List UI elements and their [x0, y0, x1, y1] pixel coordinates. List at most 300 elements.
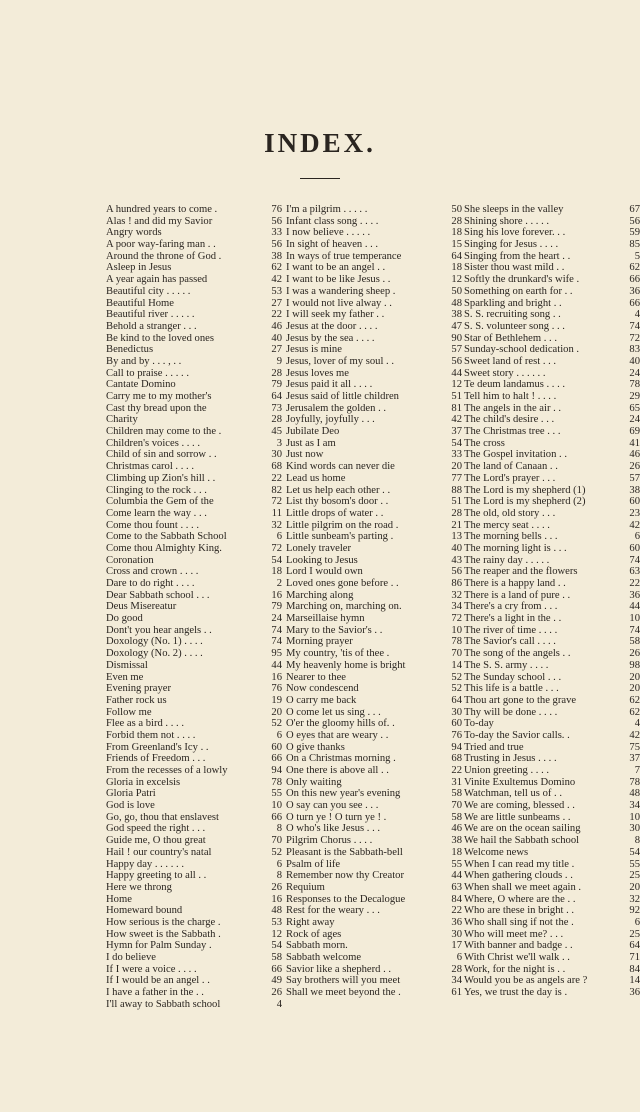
entry-title: The Savior's call . . . .	[464, 636, 556, 648]
entry-page-number: 54	[629, 846, 640, 858]
entry-title: Around the throne of God .	[106, 250, 222, 262]
entry-title: Yes, we trust the day is .	[464, 987, 568, 999]
entry-page-number: 42	[629, 519, 640, 531]
entry-title: Forbid them not . . . .	[106, 729, 196, 741]
index-entry	[464, 777, 640, 789]
entry-title: Sunday-school dedication .	[464, 344, 580, 356]
entry-page-number: 61	[451, 987, 462, 999]
entry-title: The child's desire . . .	[464, 414, 555, 426]
index-entry	[464, 695, 640, 707]
entry-page-number: 18	[271, 566, 282, 578]
entry-title: When gathering clouds . .	[464, 870, 573, 882]
entry-title: Thou art gone to the grave	[464, 694, 577, 706]
entry-page-number: 32	[271, 519, 282, 531]
entry-title: I'm a pilgrim . . . . .	[286, 204, 368, 215]
entry-title: I do believe	[106, 952, 157, 963]
index-entry	[286, 882, 462, 894]
index-entry	[464, 333, 640, 345]
entry-page-number: 73	[271, 402, 282, 414]
entry-page-number: 44	[271, 659, 282, 671]
entry-page-number: 78	[451, 636, 462, 648]
index-entry	[286, 426, 462, 438]
entry-page-number: 34	[629, 800, 640, 812]
entry-page-number: 36	[451, 916, 462, 928]
entry-title: Te deum landamus . . . .	[464, 379, 566, 391]
entry-page-number: 56	[271, 215, 282, 227]
index-entry	[286, 251, 462, 263]
entry-page-number: 74	[629, 624, 640, 636]
index-entry	[106, 718, 282, 730]
entry-page-number: 58	[271, 952, 282, 963]
entry-title: O eyes that are weary . .	[286, 729, 389, 741]
entry-title: She sleeps in the valley	[464, 204, 564, 215]
entry-title: Watchman, tell us of . .	[464, 788, 562, 800]
index-entry	[106, 753, 282, 765]
entry-title: Children may come to the .	[106, 426, 222, 438]
entry-page-number: 9	[276, 355, 282, 367]
entry-title: Pleasant is the Sabbath-bell	[286, 846, 403, 858]
index-entry	[464, 403, 640, 415]
index-entry	[106, 636, 282, 648]
index-entry	[464, 952, 640, 964]
entry-page-number: 62	[629, 262, 640, 274]
entry-title: Angry words	[106, 227, 162, 239]
entry-page-number: 22	[629, 578, 640, 589]
entry-title: List thy bosom's door . .	[286, 496, 389, 508]
index-entry	[106, 298, 282, 310]
entry-title: The reaper and the flowers	[464, 566, 578, 578]
index-entry	[286, 894, 462, 906]
entry-page-number: 78	[629, 379, 640, 391]
entry-page-number: 33	[451, 449, 462, 461]
entry-page-number: 94	[271, 765, 282, 776]
index-entry	[106, 765, 282, 777]
index-entry	[106, 975, 282, 987]
entry-title: Union greeting . . . .	[464, 765, 550, 776]
entry-page-number: 78	[271, 776, 282, 788]
index-entry	[286, 823, 462, 835]
entry-title: Asleep in Jesus	[106, 262, 172, 274]
entry-title: Come to the Sabbath School	[106, 531, 227, 543]
entry-page-number: 62	[629, 706, 640, 718]
entry-title: Children's voices . . . .	[106, 437, 201, 449]
entry-title: Tried and true	[464, 741, 524, 753]
entry-title: Cross and crown . . . .	[106, 566, 199, 578]
entry-page-number: 92	[629, 905, 640, 917]
entry-page-number: 14	[451, 659, 462, 671]
index-entry	[286, 555, 462, 567]
index-entry	[106, 368, 282, 380]
entry-page-number: 38	[629, 484, 640, 496]
entry-page-number: 65	[629, 402, 640, 414]
index-entry	[286, 531, 462, 543]
index-entry	[464, 356, 640, 368]
entry-title: The morning bells . . .	[464, 531, 558, 543]
entry-page-number: 67	[629, 204, 640, 215]
entry-title: We hail the Sabbath school	[464, 835, 580, 847]
index-entry	[464, 882, 640, 894]
entry-title: Softly the drunkard's wife .	[464, 274, 580, 286]
index-entry	[286, 730, 462, 742]
entry-page-number: 10	[271, 800, 282, 812]
index-entry	[106, 251, 282, 263]
entry-title: O say can you see . . .	[286, 800, 379, 812]
index-entry	[464, 859, 640, 871]
entry-title: By and by . . . , . .	[106, 355, 182, 367]
index-entry	[286, 707, 462, 719]
entry-title: Coronation	[106, 554, 154, 566]
index-entry	[106, 847, 282, 859]
entry-page-number: 75	[629, 741, 640, 753]
entry-title: Columbia the Gem of the	[106, 496, 214, 508]
entry-page-number: 51	[451, 391, 462, 402]
entry-page-number: 28	[451, 507, 462, 519]
index-entry	[106, 672, 282, 684]
index-entry	[106, 531, 282, 543]
entry-page-number: 12	[271, 928, 282, 940]
entry-title: I would not live alway . .	[286, 297, 392, 309]
entry-page-number: 69	[629, 426, 640, 438]
entry-title: Kind words can never die	[286, 461, 395, 473]
entry-title: Who are these in bright . .	[464, 905, 575, 917]
entry-page-number: 52	[451, 683, 462, 695]
entry-page-number: 66	[629, 297, 640, 309]
entry-title: The song of the angels . .	[464, 648, 571, 660]
entry-page-number: 56	[451, 355, 462, 367]
index-entry	[106, 601, 282, 613]
entry-page-number: 25	[629, 928, 640, 940]
entry-page-number: 64	[629, 940, 640, 952]
entry-page-number: 72	[629, 332, 640, 344]
entry-title: Who shall sing if not the .	[464, 916, 574, 928]
entry-page-number: 70	[451, 800, 462, 812]
index-entry	[286, 391, 462, 403]
index-entry	[464, 543, 640, 555]
index-entry	[464, 414, 640, 426]
entry-title: There is a happy land . .	[464, 578, 566, 589]
entry-title: Little pilgrim on the road .	[286, 519, 399, 531]
index-entry	[464, 379, 640, 391]
entry-page-number: 74	[629, 320, 640, 332]
index-entry	[464, 788, 640, 800]
entry-title: Here we throng	[106, 881, 172, 893]
entry-page-number: 14	[629, 975, 640, 987]
entry-page-number: 49	[271, 975, 282, 987]
entry-page-number: 79	[271, 601, 282, 613]
entry-page-number: 6	[276, 858, 282, 870]
index-entry	[464, 870, 640, 882]
entry-page-number: 48	[629, 788, 640, 800]
entry-page-number: 16	[271, 589, 282, 601]
index-entry	[286, 379, 462, 391]
entry-title: Come thou fount . . . .	[106, 519, 199, 531]
entry-title: Doxology (No. 1) . . . .	[106, 636, 203, 648]
index-column-2	[286, 204, 462, 999]
index-entry	[286, 508, 462, 520]
index-entry	[286, 473, 462, 485]
entry-title: Alas ! and did my Savior	[106, 215, 213, 227]
entry-title: Rest for the weary . . .	[286, 905, 380, 917]
entry-title: The mercy seat . . . .	[464, 519, 550, 531]
index-entry	[464, 613, 640, 625]
entry-title: Happy day . . . . . .	[106, 858, 184, 870]
entry-page-number: 20	[629, 683, 640, 695]
entry-title: The Gospel invitation . .	[464, 449, 567, 461]
index-entry	[464, 823, 640, 835]
index-entry	[106, 286, 282, 298]
index-entry	[286, 496, 462, 508]
entry-title: Evening prayer	[106, 683, 172, 695]
entry-title: Requium	[286, 881, 325, 893]
entry-title: Something on earth for . .	[464, 285, 573, 297]
entry-title: Pilgrim Chorus . . . .	[286, 835, 373, 847]
entry-title: I was a wandering sheep .	[286, 285, 396, 297]
entry-title: Infant class song . . . .	[286, 215, 379, 227]
entry-title: Benedictus	[106, 344, 154, 356]
entry-title: Gloria in excelsis	[106, 776, 181, 788]
entry-title: I'll away to Sabbath school	[106, 998, 221, 1010]
entry-title: If I would be an angel . .	[106, 975, 210, 987]
index-entry	[286, 204, 462, 216]
entry-title: When shall we meet again .	[464, 881, 582, 893]
index-entry	[464, 742, 640, 754]
entry-title: Shall we meet beyond the .	[286, 987, 401, 999]
index-entry	[286, 975, 462, 987]
index-entry	[464, 672, 640, 684]
index-entry	[286, 777, 462, 789]
entry-page-number: 32	[629, 893, 640, 905]
entry-title: With banner and badge . .	[464, 940, 573, 952]
entry-page-number: 84	[451, 893, 462, 905]
entry-title: Homeward bound	[106, 905, 183, 917]
index-entry	[106, 578, 282, 590]
index-entry	[286, 788, 462, 800]
entry-page-number: 44	[629, 601, 640, 613]
index-entry	[106, 216, 282, 228]
entry-title: Say brothers will you meet	[286, 975, 401, 987]
entry-page-number: 88	[451, 484, 462, 496]
entry-page-number: 32	[451, 589, 462, 601]
entry-page-number: 62	[629, 694, 640, 706]
entry-page-number: 20	[629, 671, 640, 683]
index-entry	[106, 683, 282, 695]
index-entry	[106, 952, 282, 964]
index-entry	[106, 800, 282, 812]
entry-page-number: 52	[451, 671, 462, 683]
entry-page-number: 4	[276, 998, 282, 1010]
index-entry	[106, 742, 282, 754]
index-entry	[286, 262, 462, 274]
entry-title: Only waiting	[286, 776, 342, 788]
entry-page-number: 46	[271, 320, 282, 332]
entry-page-number: 53	[271, 916, 282, 928]
entry-title: How serious is the charge .	[106, 916, 221, 928]
entry-title: The old, old story . . .	[464, 507, 556, 519]
entry-title: Right away	[286, 916, 335, 928]
entry-page-number: 16	[271, 671, 282, 683]
index-entry	[464, 438, 640, 450]
index-entry	[106, 707, 282, 719]
index-entry	[464, 847, 640, 859]
entry-page-number: 56	[451, 566, 462, 578]
entry-title: There's a cry from . . .	[464, 601, 558, 613]
entry-page-number: 36	[629, 589, 640, 601]
entry-page-number: 85	[629, 239, 640, 251]
entry-page-number: 60	[451, 718, 462, 730]
index-entry	[464, 239, 640, 251]
entry-title: Marching on, marching on.	[286, 601, 402, 613]
index-entry	[286, 414, 462, 426]
entry-page-number: 50	[451, 204, 462, 215]
entry-title: Jesus, lover of my soul . .	[286, 355, 394, 367]
index-entry	[286, 987, 462, 999]
index-entry	[106, 403, 282, 415]
entry-page-number: 54	[271, 940, 282, 952]
entry-title: Jesus at the door . . . .	[286, 320, 378, 332]
index-entry	[106, 929, 282, 941]
index-entry	[464, 520, 640, 532]
entry-title: Come learn the way . . .	[106, 507, 207, 519]
index-entry	[106, 204, 282, 216]
entry-title: Jesus said of little children	[286, 391, 399, 402]
entry-page-number: 94	[451, 741, 462, 753]
entry-page-number: 48	[271, 905, 282, 917]
entry-title: Shining shore . . . . .	[464, 215, 550, 227]
entry-title: Father rock us	[106, 694, 167, 706]
index-entry	[106, 987, 282, 999]
index-entry	[464, 636, 640, 648]
entry-page-number: 76	[271, 204, 282, 215]
entry-title: When I can read my title .	[464, 858, 575, 870]
index-entry	[106, 660, 282, 672]
entry-title: Gloria Patri	[106, 788, 156, 800]
entry-page-number: 38	[451, 309, 462, 321]
index-column-3	[464, 204, 640, 999]
entry-title: If I were a voice . . . .	[106, 963, 197, 975]
entry-title: Dare to do right . . . .	[106, 578, 195, 589]
index-entry	[106, 309, 282, 321]
index-entry	[106, 788, 282, 800]
index-entry	[106, 940, 282, 952]
entry-page-number: 55	[271, 788, 282, 800]
entry-page-number: 15	[451, 239, 462, 251]
entry-page-number: 77	[451, 472, 462, 484]
index-entry	[106, 473, 282, 485]
index-entry	[286, 672, 462, 684]
entry-page-number: 20	[451, 461, 462, 473]
index-entry	[286, 695, 462, 707]
entry-page-number: 63	[629, 566, 640, 578]
index-entry	[464, 309, 640, 321]
entry-title: Little drops of water . .	[286, 507, 384, 519]
entry-title: S. S. recruiting song . .	[464, 309, 561, 321]
entry-title: Savior like a shepherd . .	[286, 963, 392, 975]
index-entry	[106, 379, 282, 391]
entry-title: Climbing up Zion's hill . .	[106, 472, 216, 484]
index-entry	[464, 800, 640, 812]
entry-page-number: 47	[451, 320, 462, 332]
entry-title: From Greenland's Icy . .	[106, 741, 209, 753]
index-entry	[464, 905, 640, 917]
index-entry	[286, 321, 462, 333]
index-entry	[286, 333, 462, 345]
index-entry	[286, 660, 462, 672]
entry-title: Just as I am	[286, 437, 336, 449]
entry-page-number: 58	[629, 636, 640, 648]
entry-title: Child of sin and sorrow . .	[106, 449, 217, 461]
entry-title: Be kind to the loved ones	[106, 332, 214, 344]
entry-page-number: 40	[271, 332, 282, 344]
index-entry	[464, 368, 640, 380]
entry-page-number: 63	[451, 881, 462, 893]
entry-title: O'er the gloomy hills of. .	[286, 718, 395, 730]
entry-page-number: 66	[271, 753, 282, 765]
entry-page-number: 86	[451, 578, 462, 589]
index-entry	[464, 496, 640, 508]
entry-page-number: 37	[629, 753, 640, 765]
index-entry	[464, 987, 640, 999]
entry-page-number: 72	[271, 496, 282, 508]
index-entry	[106, 695, 282, 707]
entry-title: The S. S. army . . . .	[464, 659, 549, 671]
entry-title: Go, go, thou that enslavest	[106, 811, 219, 823]
entry-title: On this new year's evening	[286, 788, 401, 800]
entry-title: There's a light in the . .	[464, 613, 562, 625]
entry-title: Clinging to the rock . . .	[106, 484, 207, 496]
entry-title: Remember now thy Creator	[286, 870, 404, 882]
index-entry	[464, 625, 640, 637]
entry-page-number: 41	[629, 437, 640, 449]
entry-page-number: 52	[271, 846, 282, 858]
index-entry	[106, 356, 282, 368]
index-entry	[286, 964, 462, 976]
index-entry	[106, 613, 282, 625]
entry-title: The Christmas tree . . .	[464, 426, 561, 438]
entry-page-number: 6	[634, 916, 640, 928]
entry-title: Responses to the Decalogue	[286, 893, 406, 905]
index-entry	[464, 894, 640, 906]
entry-page-number: 30	[451, 928, 462, 940]
index-entry	[286, 613, 462, 625]
entry-page-number: 72	[271, 542, 282, 554]
index-entry	[464, 730, 640, 742]
entry-title: O carry me back	[286, 694, 357, 706]
entry-title: I want to be an angel . .	[286, 262, 386, 274]
index-entry	[464, 449, 640, 461]
entry-title: Little sunbeam's parting .	[286, 531, 394, 543]
entry-page-number: 66	[629, 274, 640, 286]
index-entry	[464, 508, 640, 520]
entry-page-number: 40	[451, 542, 462, 554]
index-entry	[286, 742, 462, 754]
index-entry	[106, 835, 282, 847]
entry-page-number: 54	[451, 437, 462, 449]
entry-page-number: 54	[271, 554, 282, 566]
entry-title: From the recesses of a lowly	[106, 765, 228, 776]
index-entry	[106, 730, 282, 742]
entry-page-number: 55	[629, 858, 640, 870]
entry-page-number: 18	[451, 262, 462, 274]
index-entry	[464, 601, 640, 613]
entry-page-number: 30	[451, 706, 462, 718]
entry-title: The Sunday school . . .	[464, 671, 562, 683]
entry-page-number: 55	[451, 858, 462, 870]
index-entry	[286, 625, 462, 637]
entry-page-number: 36	[629, 987, 640, 999]
index-entry	[286, 590, 462, 602]
entry-page-number: 26	[271, 881, 282, 893]
entry-page-number: 79	[271, 379, 282, 391]
